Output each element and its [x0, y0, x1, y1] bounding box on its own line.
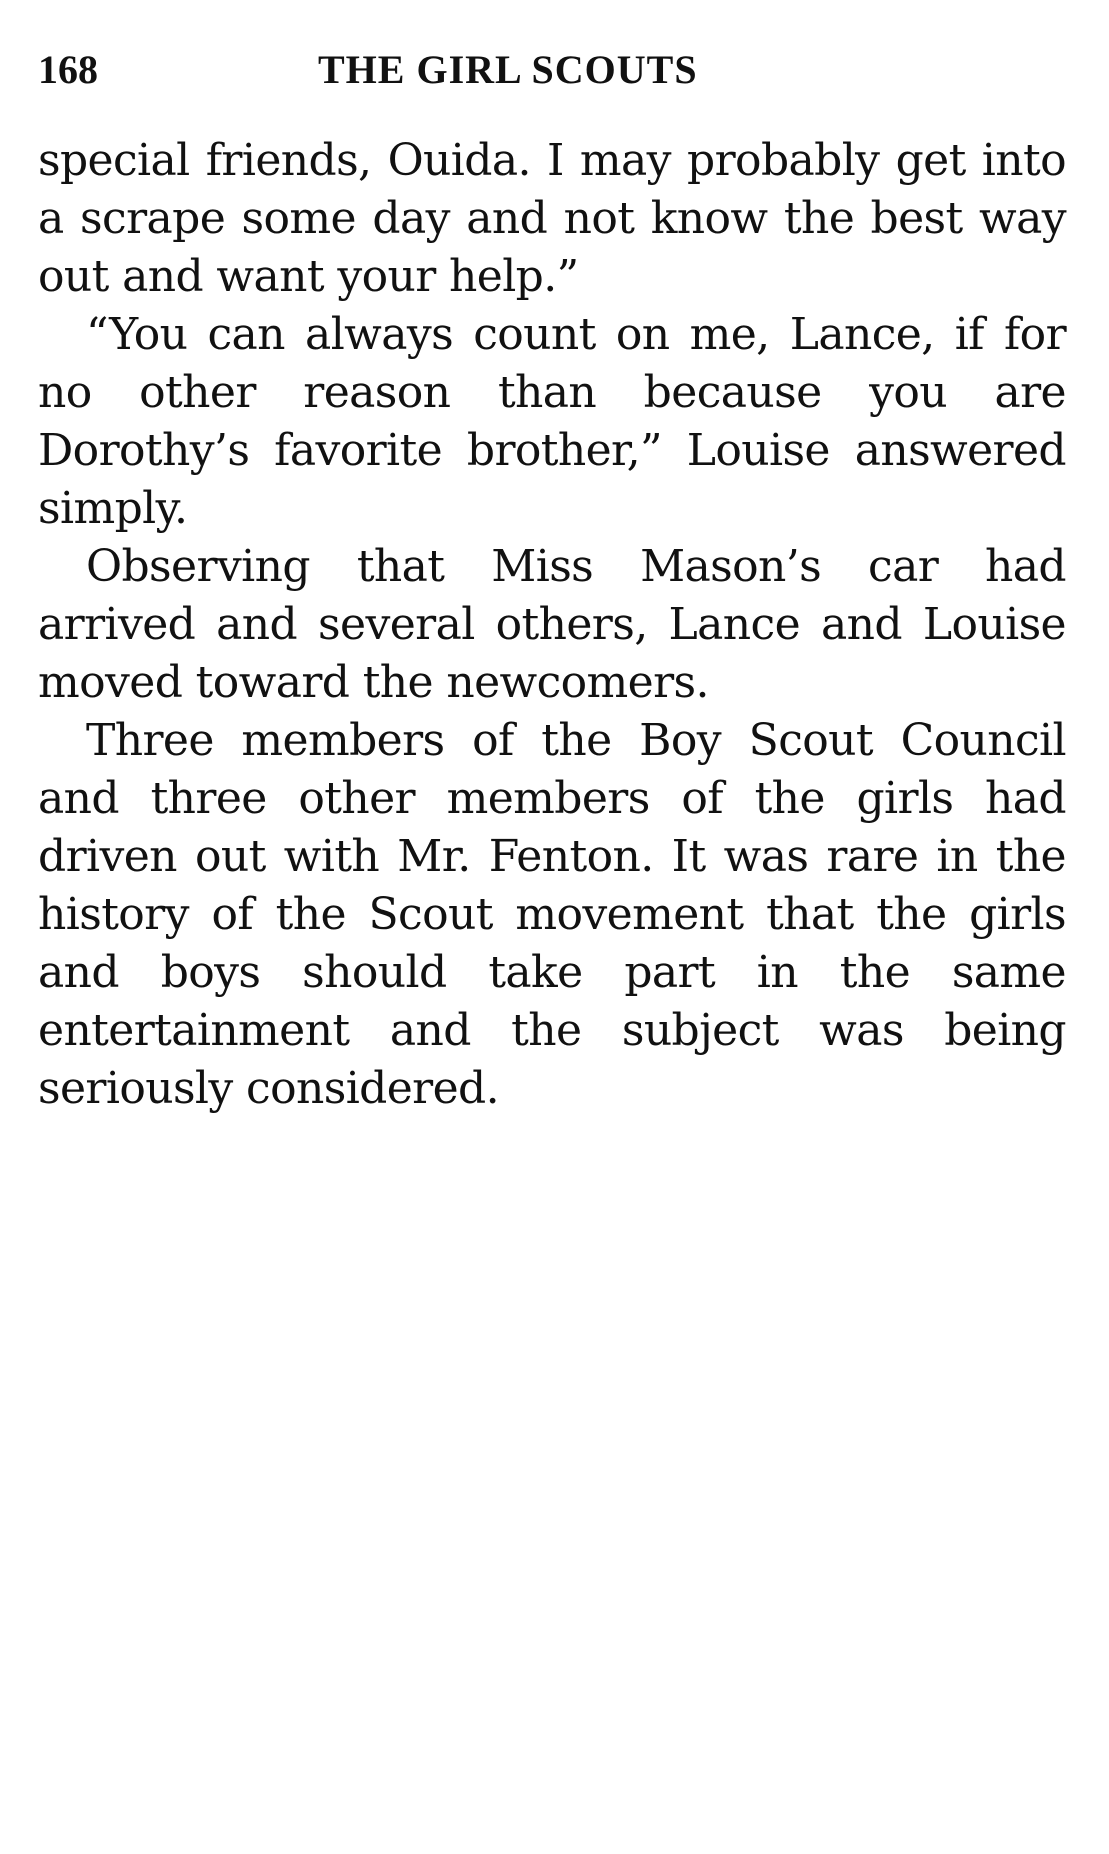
- running-head: [38, 40, 1066, 100]
- book-page: [38, 40, 1066, 1118]
- paragraph: Observing that Miss Mason’s car had arrived and several others, Lance and Louise moved toward the newcomers.: [38, 541, 1066, 708]
- page-number: 168: [38, 47, 98, 92]
- body-text: [38, 132, 1066, 1118]
- paragraph-continued: special friends, Ouida. I may probably get into a scrape some day and not know the best way out and want your help.”: [38, 135, 1066, 302]
- running-title: THE GIRL SCOUTS: [318, 47, 698, 92]
- paragraph: “You can always count on me, Lance, if for no other reason than because you are Dorothy’s favorite brother,” Louise answered simply.: [38, 309, 1066, 534]
- paragraph: Three members of the Boy Scout Council and three other members of the girls had driven out with Mr. Fenton. It was rare in the history of the Scout movement that the girls and boys should take part in the same entertainment and the subject was being seriously considered.: [38, 715, 1066, 1114]
